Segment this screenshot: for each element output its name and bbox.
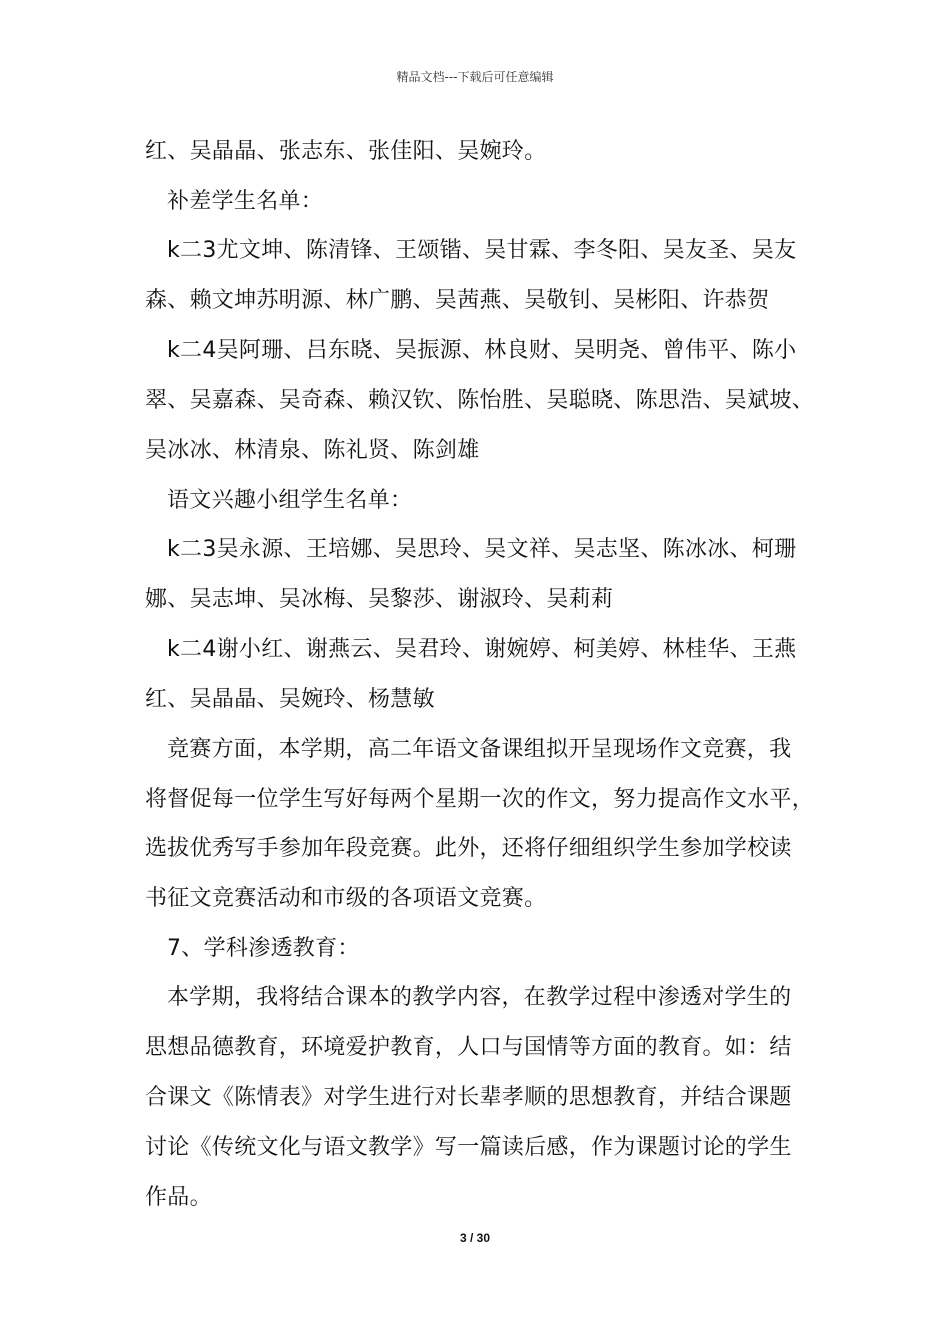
paragraph-line: 作品。 xyxy=(145,1185,212,1210)
page-number: 3 / 30 xyxy=(459,1231,491,1245)
paragraph-line: k二3吴永源、王培娜、吴思玲、吴文祥、吴志坚、陈冰冰、柯珊 xyxy=(167,537,797,562)
paragraph-line: 吴冰冰、林清泉、陈礼贤、陈剑雄 xyxy=(145,438,480,463)
paragraph-line: k二4吴阿珊、吕东晓、吴振源、林良财、吴明尧、曾伟平、陈小 xyxy=(167,338,797,363)
paragraph-line: k二4谢小红、谢燕云、吴君玲、谢婉婷、柯美婷、林桂华、王燕 xyxy=(167,637,797,662)
section-heading-subject-education: 7、学科渗透教育： xyxy=(167,936,360,961)
paragraph-line: 思想品德教育，环境爱护教育，人口与国情等方面的教育。如：结 xyxy=(145,1035,792,1060)
section-heading-interest-group: 语文兴趣小组学生名单： xyxy=(167,488,413,513)
paragraph-line: 讨论《传统文化与语文教学》写一篇读后感，作为课题讨论的学生 xyxy=(145,1135,792,1160)
paragraph-line: 红、吴晶晶、吴婉玲、杨慧敏 xyxy=(145,687,435,712)
paragraph-line: 本学期，我将结合课本的教学内容，在教学过程中渗透对学生的 xyxy=(167,985,792,1010)
paragraph-line: 翠、吴嘉森、吴奇森、赖汉钦、陈怡胜、吴聪晓、陈思浩、吴斌坡、 xyxy=(145,388,815,413)
paragraph-line: 合课文《陈情表》对学生进行对长辈孝顺的思想教育，并结合课题 xyxy=(145,1085,792,1110)
paragraph-line: 红、吴晶晶、张志东、张佳阳、吴婉玲。 xyxy=(145,139,547,164)
paragraph-line: 书征文竞赛活动和市级的各项语文竞赛。 xyxy=(145,886,547,911)
section-heading-remedial: 补差学生名单： xyxy=(167,189,324,214)
paragraph-line: k二3尤文坤、陈清锋、王颂锴、吴甘霖、李冬阳、吴友圣、吴友 xyxy=(167,238,797,263)
paragraph-line: 竞赛方面，本学期，高二年语文备课组拟开呈现场作文竞赛，我 xyxy=(167,737,792,762)
paragraph-line: 将督促每一位学生写好每两个星期一次的作文，努力提高作文水平， xyxy=(145,787,815,812)
page-header: 精品文档---下载后可任意编辑 xyxy=(396,70,554,84)
paragraph-line: 选拔优秀写手参加年段竞赛。此外，还将仔细组织学生参加学校读 xyxy=(145,836,792,861)
paragraph-line: 娜、吴志坤、吴冰梅、吴黎莎、谢淑玲、吴莉莉 xyxy=(145,587,614,612)
paragraph-line: 森、赖文坤苏明源、林广鹏、吴茜燕、吴敬钊、吴彬阳、许恭贺 xyxy=(145,288,770,313)
